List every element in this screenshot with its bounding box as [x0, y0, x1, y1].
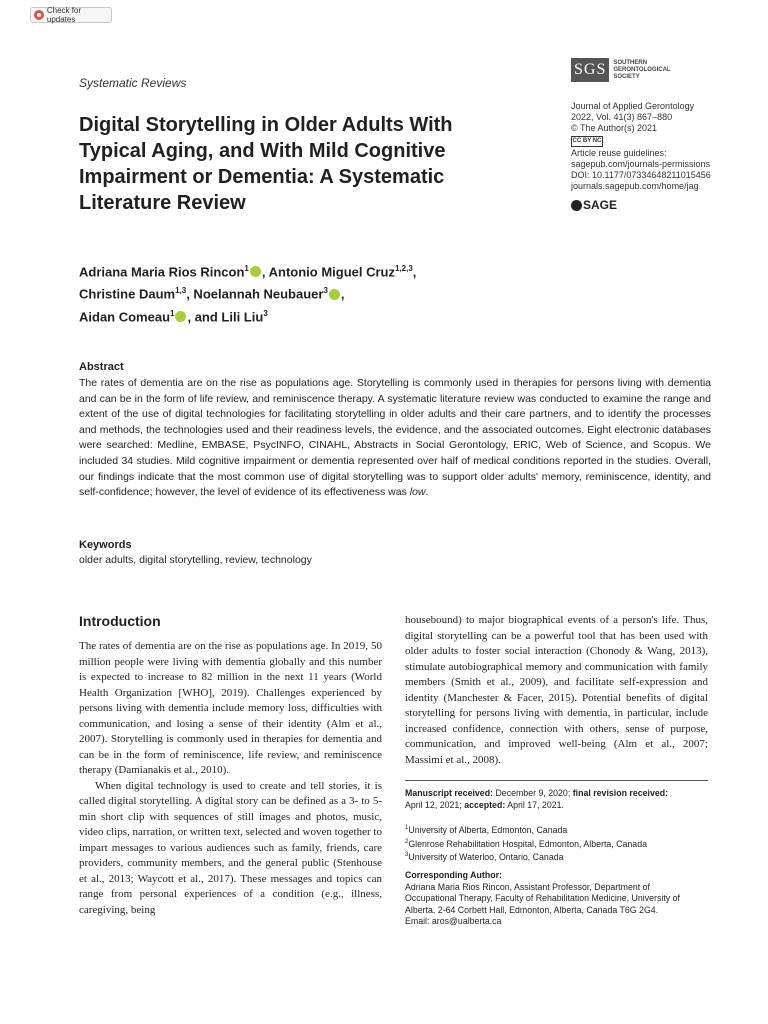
affiliation-text: University of Waterloo, Ontario, Canada	[408, 851, 564, 862]
left-column	[79, 639, 382, 918]
affiliation-sup: 3	[405, 852, 409, 859]
author-affil-sup: 3	[263, 308, 268, 318]
corr-line: Occupational Therapy, Faculty of Rehabilitation Medicine, University of	[405, 893, 680, 904]
author-affil-sup: 1	[244, 264, 249, 273]
introduction-heading: Introduction	[79, 613, 161, 629]
author-name: , Noelannah Neubauer	[186, 286, 324, 302]
reuse-link[interactable]: sagepub.com/journals-permissions	[571, 159, 711, 169]
society-logo	[571, 58, 693, 82]
paragraph: When digital technology is used to create and tell stories, it is called digital storytelling. A digital story can be defined as a 3- to 5-min short clip with sequences of still images and photos, music, video clips, narration, or written text, selected and woven together to impart messages to various audiences such as family, friends, care providers, community members, and the general public (Stenhouse et al., 2013; Waycott et al., 2017). These messages and topics can range from personal experiences of a condition (e.g., illness, caregiving, being	[79, 779, 382, 916]
affiliation-item	[405, 823, 715, 837]
corr-heading: Corresponding Author:	[405, 870, 502, 880]
publisher-logo	[571, 198, 617, 212]
title-line: Literature Review	[79, 192, 246, 214]
affiliation-text: University of Alberta, Edmonton, Canada	[408, 824, 568, 835]
accepted-date: April 17, 2021.	[505, 799, 564, 810]
check-for-updates-button[interactable]	[30, 7, 112, 23]
title-line: Typical Aging, and With Mild Cognitive	[79, 140, 446, 162]
check-updates-label: Check for updates	[46, 6, 82, 24]
keywords-body: older adults, digital storytelling, review, technology	[79, 554, 312, 566]
journal-volume: 2022, Vol. 41(3) 867–880	[571, 112, 673, 122]
publisher-name: SAGE	[583, 198, 618, 212]
journal-copyright: © The Author(s) 2021	[571, 123, 658, 133]
society-abbr: SGS	[571, 58, 609, 82]
manuscript-dates	[405, 788, 715, 811]
revision-label: final revision received:	[572, 788, 669, 798]
sage-icon	[571, 200, 582, 211]
accepted-label: accepted:	[464, 799, 506, 810]
author-name: Christine Daum	[79, 286, 176, 302]
affiliation-sup: 1	[405, 825, 409, 831]
journal-name: Journal of Applied Gerontology	[571, 101, 695, 111]
affiliations	[405, 823, 715, 864]
revision-date: April 12, 2021;	[405, 799, 462, 810]
cc-license-icon[interactable]: CC BY NC	[571, 136, 603, 147]
abstract-body	[79, 376, 711, 501]
society-name	[613, 60, 693, 81]
article-title	[79, 112, 534, 216]
author-name: , and Lili Liu	[187, 308, 264, 324]
society-name-line: GERONTOLOGICAL	[613, 66, 671, 73]
society-name-line: SOUTHERN	[613, 59, 648, 66]
affiliation-text: Glenrose Rehabilitation Hospital, Edmonton, Alberta, Canada	[408, 838, 647, 849]
affiliation-sup: 2	[405, 838, 409, 845]
author-name: Adriana Maria Rios Rincon	[79, 264, 245, 280]
check-updates-icon	[34, 10, 44, 20]
received-date: December 9, 2020;	[493, 788, 571, 798]
author-affil-sup: 1,2,3	[395, 264, 413, 273]
author-affil-sup: 1	[170, 308, 175, 318]
abstract-heading: Abstract	[79, 361, 124, 373]
author-affil-sup: 3	[323, 286, 328, 296]
orcid-icon[interactable]	[329, 289, 340, 300]
section-label: Systematic Reviews	[79, 76, 187, 90]
corr-line: Adriana Maria Rios Rincon, Assistant Professor, Department of	[405, 881, 650, 892]
paragraph: housebound) to major biographical events of a person's life. Thus, digital storytelling can be a powerful tool that has been used with older adults to foster social interaction (Chonody & Wang, 2013), stimulate autobiographical memory and communication with family members (Smith et al., 2009), and facilitate self-expression and identity (Manchester & Facer, 2015). Potential benefits of digital storytelling for persons living with dementia, in particular, include increased confidence, connection with others, sense of purpose, communication, and improved well-being (Alm et al., 2007; Massimi et al., 2008).	[405, 614, 708, 766]
title-line: Digital Storytelling in Older Adults With	[79, 114, 453, 136]
corresponding-author	[405, 870, 715, 928]
reuse-label: Article reuse guidelines:	[571, 148, 667, 158]
author-name: Aidan Comeau	[79, 308, 171, 324]
author-affil-sup: 1,3	[175, 286, 187, 296]
affiliation-item	[405, 850, 715, 864]
society-name-line: SOCIETY	[613, 73, 640, 80]
corr-email[interactable]: Email: aros@ualberta.ca	[405, 916, 502, 927]
abstract-emphasis: low	[409, 486, 426, 499]
journal-info	[571, 101, 751, 192]
keywords-heading: Keywords	[79, 539, 132, 551]
right-column	[405, 613, 708, 768]
footnote-divider	[405, 780, 708, 781]
journal-home-link[interactable]: journals.sagepub.com/home/jag	[571, 181, 699, 191]
title-line: Impairment or Dementia: A Systematic	[79, 166, 445, 188]
affiliation-item	[405, 837, 715, 851]
author-separator: ,	[340, 286, 345, 302]
abstract-end: .	[425, 486, 429, 499]
corr-line: Alberta, 2-64 Corbett Hall, Edmonton, Alberta, Canada T6G 2G4.	[405, 904, 659, 915]
author-name: , Antonio Miguel Cruz	[261, 264, 395, 280]
received-label: Manuscript received:	[405, 788, 493, 798]
author-list	[79, 259, 549, 326]
doi-link[interactable]: DOI: 10.1177/07334648211015456	[571, 170, 711, 180]
author-separator: ,	[412, 264, 417, 280]
orcid-icon[interactable]	[175, 311, 186, 322]
abstract-text: The rates of dementia are on the rise as populations age. Storytelling is commonly used in therapies for persons living with dementia and can be in the form of life review, and reminiscence therapy. A systematic literature review was conducted to examine the range and extent of the use of digital technologies for facilitating storytelling in older adults and their care partners, and to identify the processes and methods, the technologies used and their readiness levels, the evidence, and the associated outcomes. Eight electronic databases were searched: Medline, EMBASE, PsycINFO, CINAHL, Abstracts in Social Gerontology, ERIC, Web of Science, and Scopus. We included 34 studies. Mild cognitive impairment or dementia represented over half of medical conditions reported in the studies. Overall, our findings indicate that the most common use of digital storytelling was to support older adults' memory, reminiscence, identity, and self-confidence; however, the level of evidence of its effectiveness was	[79, 377, 711, 499]
orcid-icon[interactable]	[250, 266, 261, 277]
paragraph: The rates of dementia are on the rise as populations age. In 2019, 50 million people were living with dementia globally and this number is expected to increase to 82 million in the next 11 years (World Health Organization [WHO], 2019). Challenges experienced by persons living with dementia include memory loss, difficulties with communication, and losing a sense of their identity (Alm et al., 2007). Storytelling is commonly used in therapies for dementia and can be in the form of reminiscence, life review, and reminiscence therapy (Damianakis et al., 2010).	[79, 640, 382, 776]
